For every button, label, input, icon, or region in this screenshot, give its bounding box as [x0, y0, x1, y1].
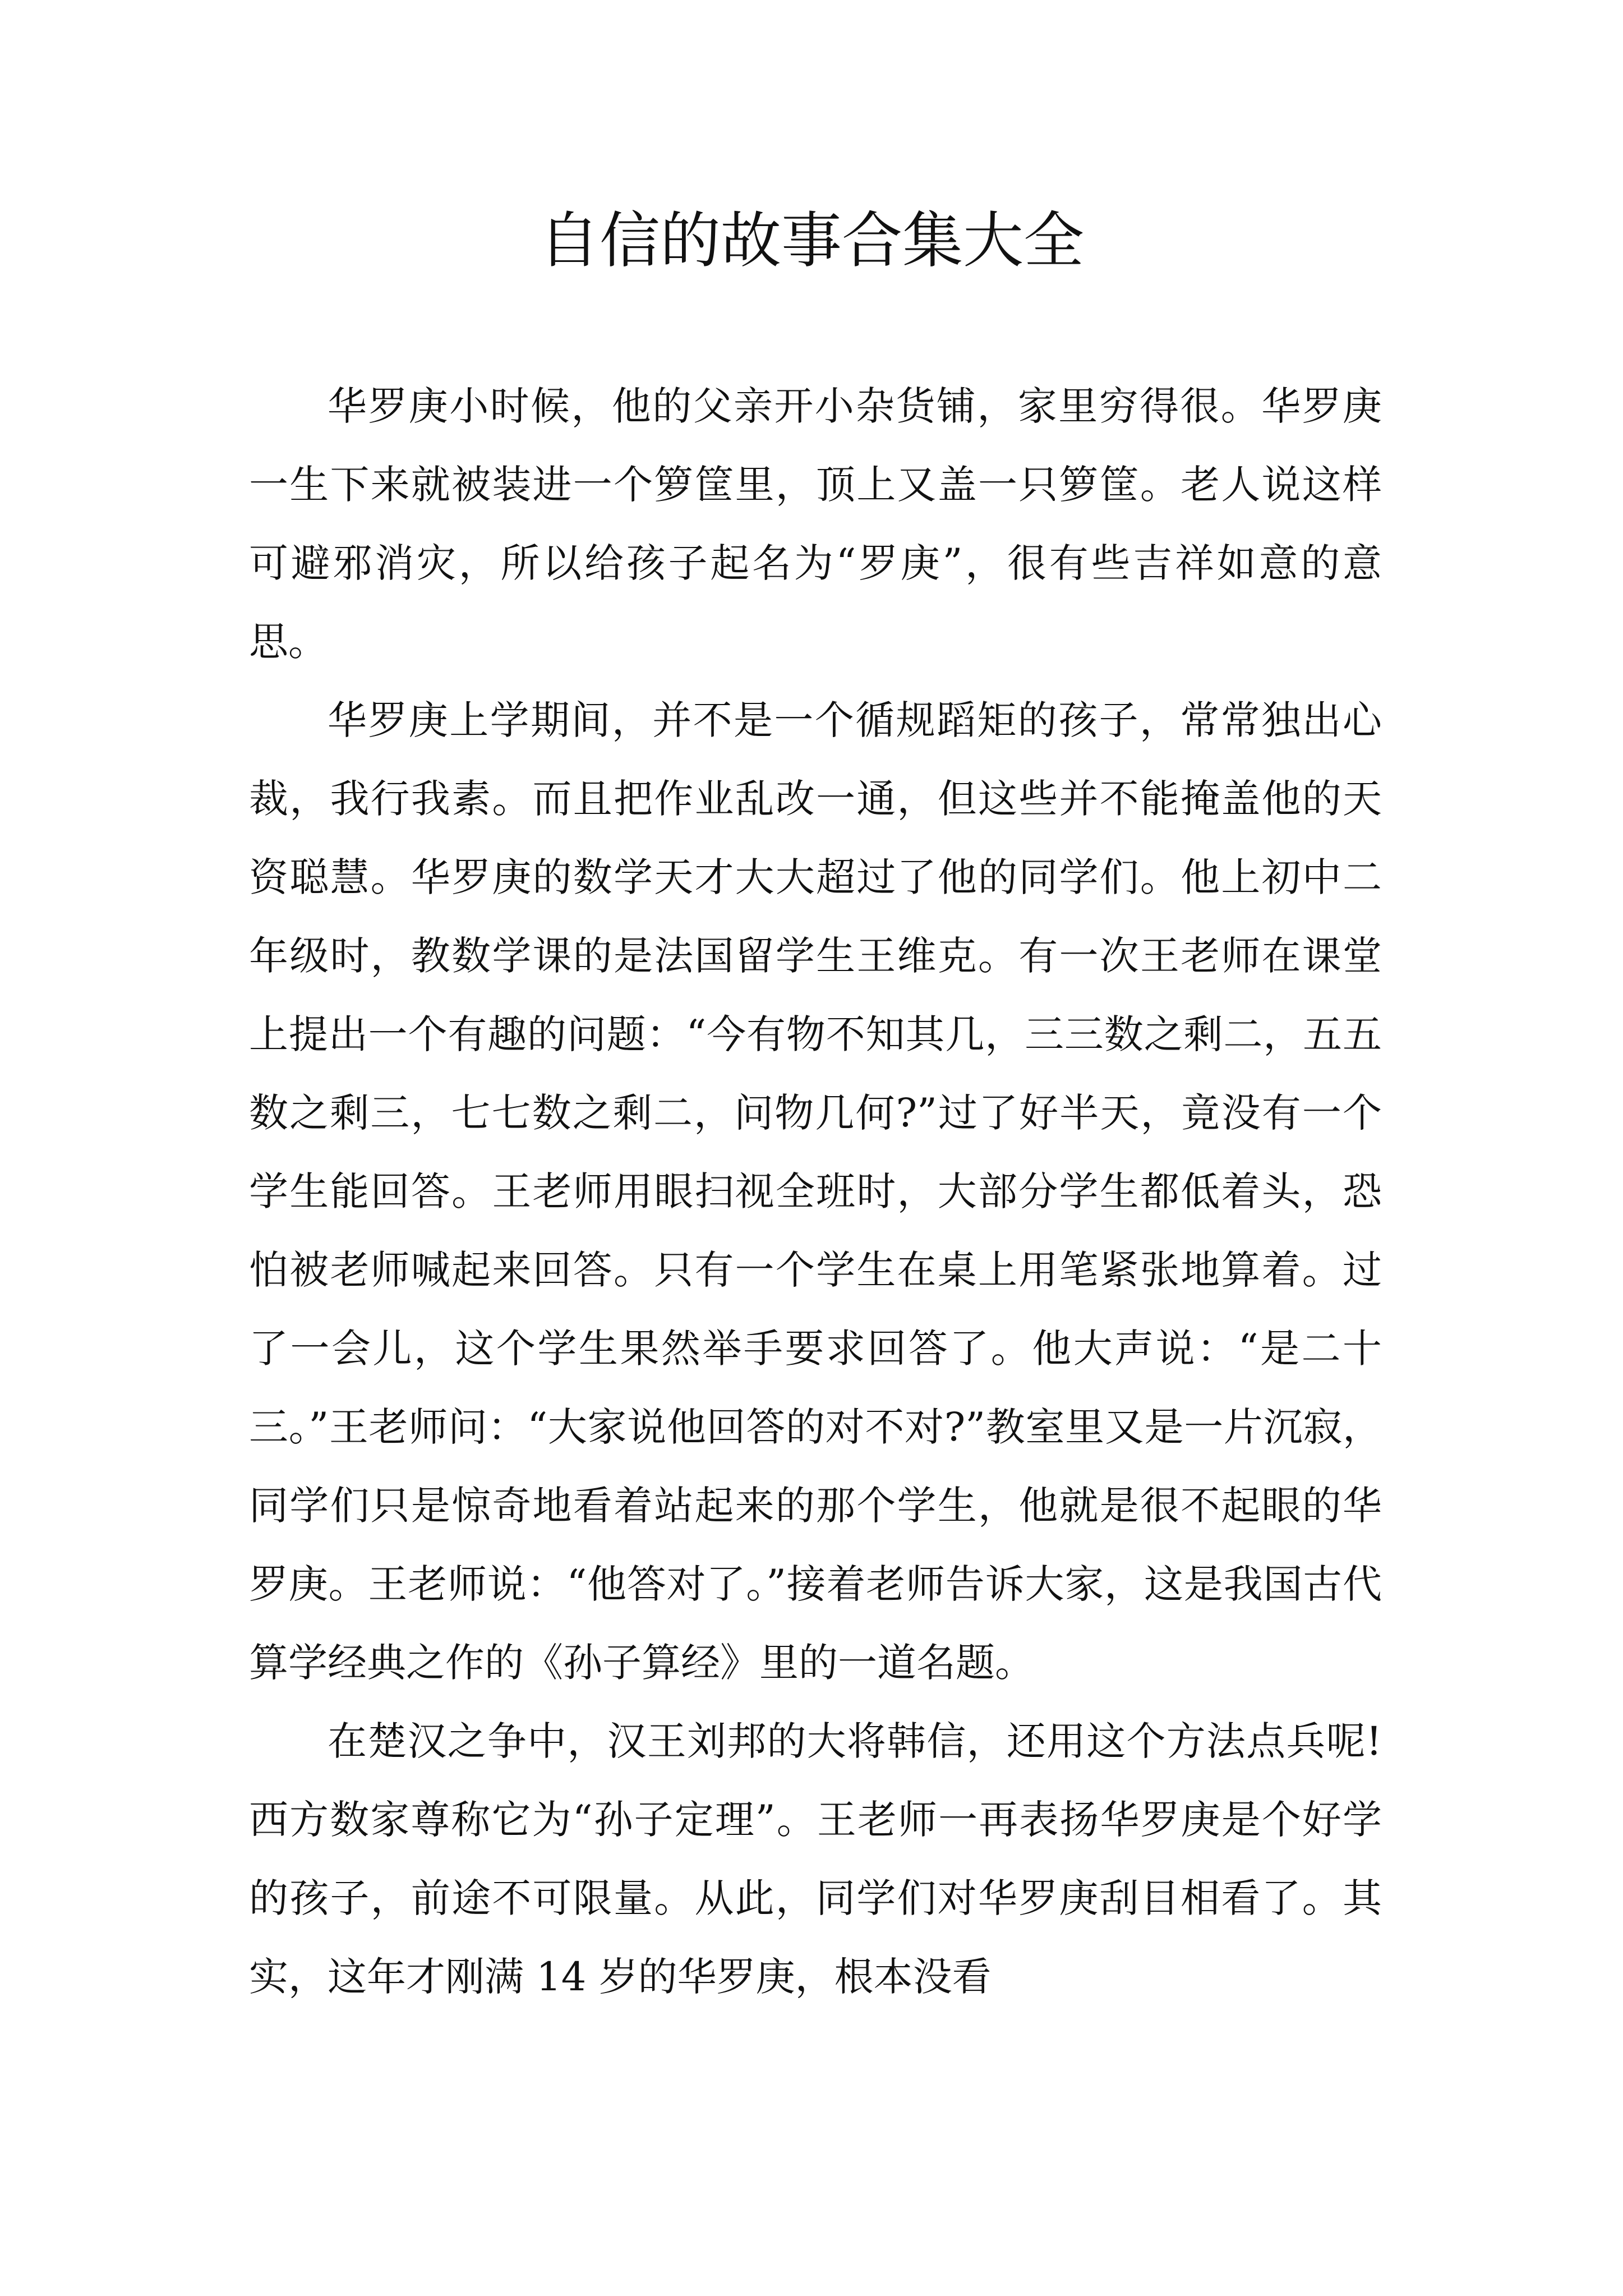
document-title: 自信的故事合集大全: [538, 206, 1084, 276]
paragraph-1: 华罗庚小时候，他的父亲开小杂货铺，家里穷得很。华罗庚一生下来就被装进一个箩筐里，顶上又盖一只箩筐。老人说这样可避邪消灾，所以给孩子起名为“罗庚”，很有些吉祥如意的意思。: [249, 383, 1382, 665]
document-body: [249, 367, 1382, 2016]
paragraph-3: 在楚汉之争中，汉王刘邦的大将韩信，还用这个方法点兵呢!西方数家尊称它为“孙子定理”。王老师一再表扬华罗庚是个好学的孩子，前途不可限量。从此，同学们对华罗庚刮目相看了。其实，这年才刚满 14 岁的华罗庚，根本没看: [249, 1718, 1382, 2000]
paragraph-2: 华罗庚上学期间，并不是一个循规蹈矩的孩子，常常独出心裁，我行我素。而且把作业乱改一通，但这些并不能掩盖他的天资聪慧。华罗庚的数学天才大大超过了他的同学们。他上初中二年级时，教数学课的是法国留学生王维克。有一次王老师在课堂上提出一个有趣的问题：“今有物不知其几，三三数之剩二，五五数之剩三，七七数之剩二，问物几何?”过了好半天，竟没有一个学生能回答。王老师用眼扫视全班时，大部分学生都低着头，恐怕被老师喊起来回答。只有一个学生在桌上用笔紧张地算着。过了一会儿，这个学生果然举手要求回答了。他大声说：“是二十三。”王老师问：“大家说他回答的对不对?”教室里又是一片沉寂，同学们只是惊奇地看着站起来的那个学生，他就是很不起眼的华罗庚。王老师说：“他答对了。”接着老师告诉大家，这是我国古代算学经典之作的《孙子算经》里的一道名题。: [249, 697, 1382, 1686]
